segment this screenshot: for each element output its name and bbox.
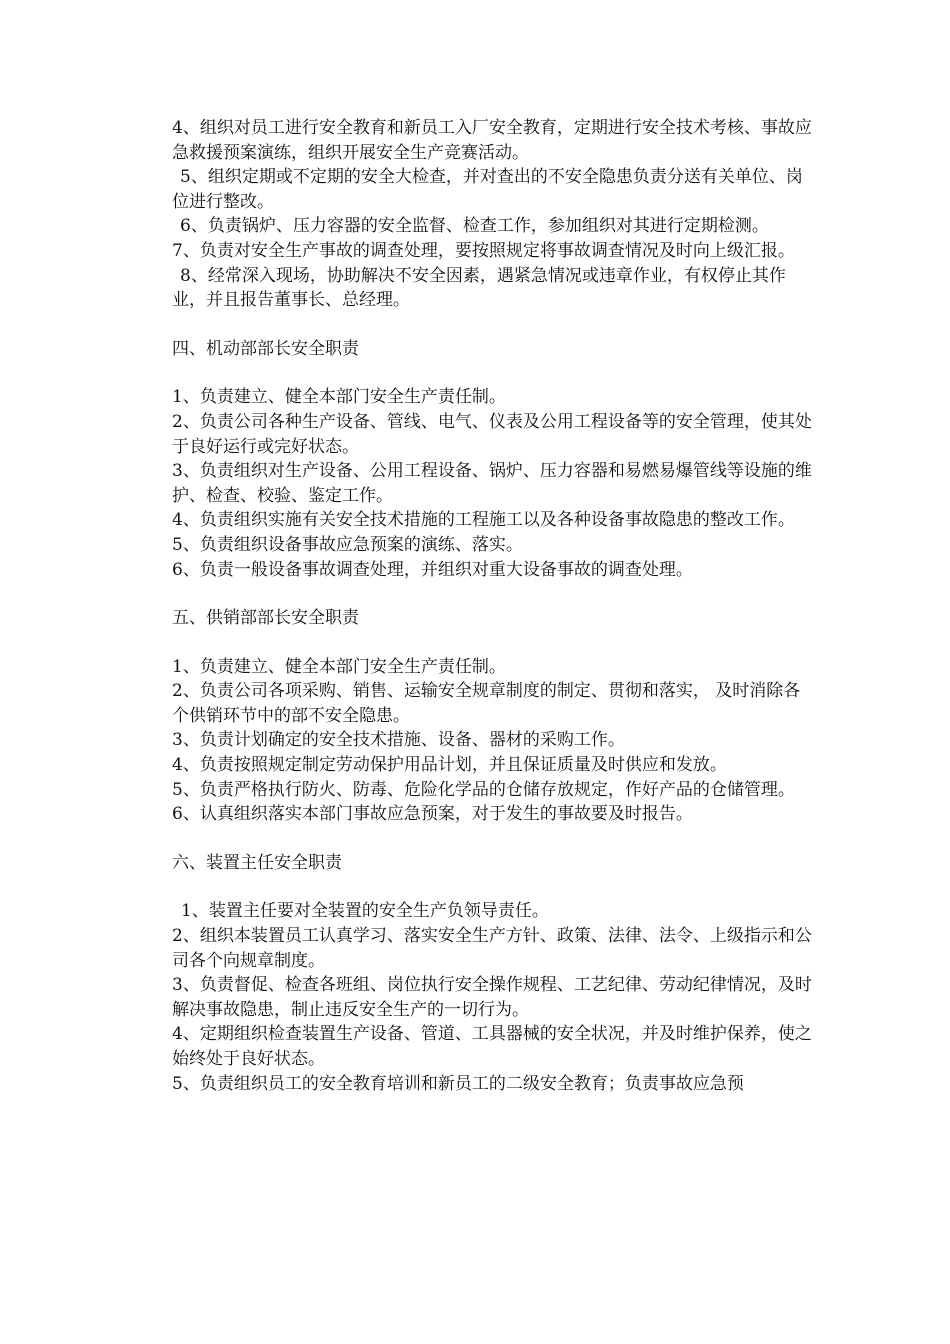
list-item: 3、负责组织对生产设备、公用工程设备、锅炉、压力容器和易燃易爆管线等设施的维护、检查、校验、鉴定工作。 — [172, 461, 812, 506]
list-item: 4、负责按照规定制定劳动保护用品计划，并且保证质量及时供应和发放。 — [172, 755, 727, 776]
list-item: 1、负责建立、健全本部门安全生产责任制。 — [172, 656, 506, 677]
list-item: 6、认真组织落实本部门事故应急预案，对于发生的事故要及时报告。 — [172, 804, 693, 825]
list-item: 1、装置主任要对全装置的安全生产负领导责任。 — [181, 901, 549, 922]
list-item: 5、负责组织设备事故应急预案的演练、落实。 — [172, 534, 523, 555]
list-item: 3、负责计划确定的安全技术措施、设备、器材的采购工作。 — [172, 730, 625, 751]
list-item: 2、负责公司各种生产设备、管线、电气、仪表及公用工程设备等的安全管理，使其处于良好运行或完好状态。 — [172, 411, 812, 457]
list-item: 3、负责督促、检查各班组、岗位执行安全操作规程、工艺纪律、劳动纪律情况，及时解决事故隐患，制止违反安全生产的一切行为。 — [172, 975, 812, 1020]
list-item: 1、负责建立、健全本部门安全生产责任制。 — [172, 387, 506, 408]
list-item: 5、负责组织员工的安全教育培训和新员工的二级安全教育；负责事故应急预 — [172, 1073, 744, 1094]
list-item: 6、负责锅炉、压力容器的安全监督、检查工作，参加组织对其进行定期检测。 — [180, 216, 769, 237]
document-body — [172, 116, 812, 1096]
list-item: 6、负责一般设备事故调查处理，并组织对重大设备事故的调查处理。 — [172, 559, 693, 580]
list-item: 4、负责组织实施有关安全技术措施的工程施工以及各种设备事故隐患的整改工作。 — [172, 510, 795, 531]
list-item: 7、负责对安全生产事故的调查处理，要按照规定将事故调查情况及时向上级汇报。 — [172, 240, 795, 261]
list-item: 8、经常深入现场，协助解决不安全因素，遇紧急情况或违章作业，有权停止其作业，并且报告董事长、总经理。 — [172, 265, 786, 311]
list-item: 2、负责公司各项采购、销售、运输安全规章制度的制定、贯彻和落实， 及时消除各个供销环节中的部不安全隐患。 — [172, 681, 801, 726]
list-item: 2、组织本装置员工认真学习、落实安全生产方针、政策、法律、法令、上级指示和公司各个向规章制度。 — [172, 926, 812, 971]
section-heading-supply: 五、供销部部长安全职责 — [172, 608, 359, 629]
section-heading-unit-director: 六、装置主任安全职责 — [172, 852, 342, 873]
list-item: 4、定期组织检查装置生产设备、管道、工具器械的安全状况，并及时维护保养，使之始终处于良好状态。 — [172, 1024, 812, 1069]
list-item: 5、组织定期或不定期的安全大检查，并对查出的不安全隐患负责分送有关单位、岗位进行整改。 — [172, 167, 803, 212]
list-item: 5、负责严格执行防火、防毒、危险化学品的仓储存放规定，作好产品的仓储管理。 — [172, 779, 795, 800]
list-item: 4、组织对员工进行安全教育和新员工入厂安全教育，定期进行安全技术考核、事故应急救援预案演练，组织开展安全生产竞赛活动。 — [172, 118, 812, 163]
section-heading-mechanical: 四、机动部部长安全职责 — [172, 338, 359, 359]
